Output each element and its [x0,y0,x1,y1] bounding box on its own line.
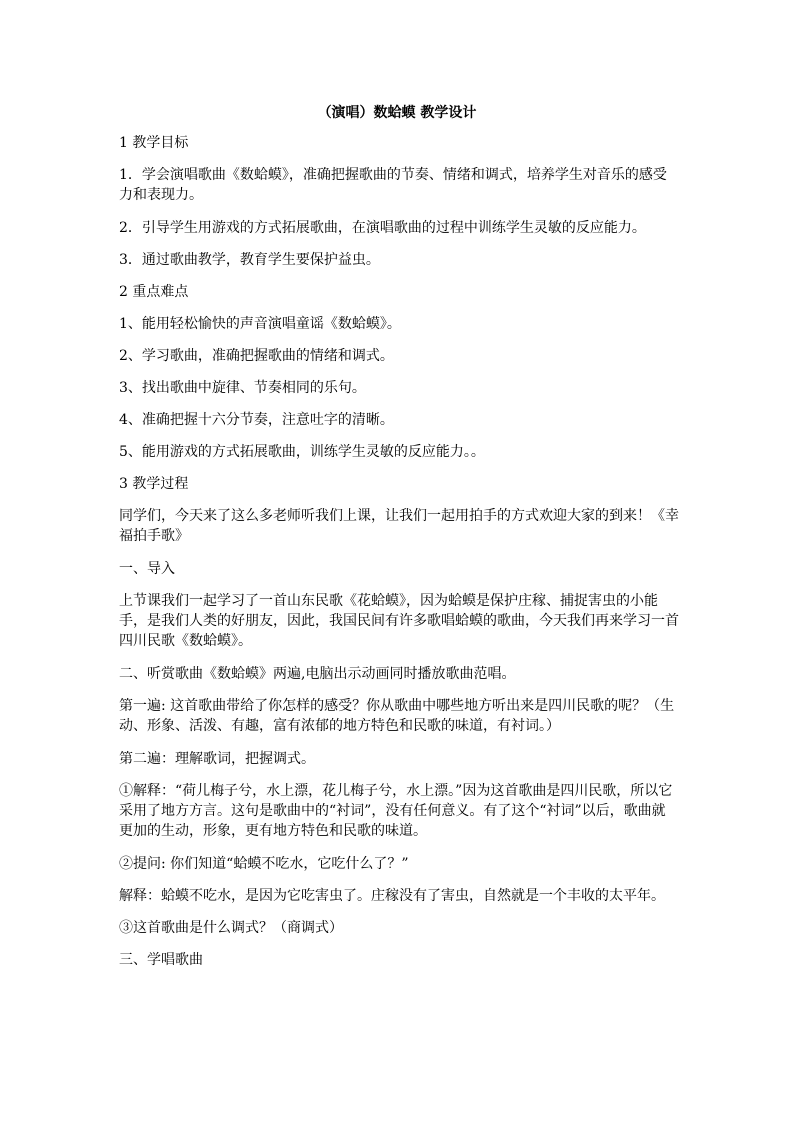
paragraph: 同学们，今天来了这么多老师听我们上课，让我们一起用拍手的方式欢迎大家的到来！《幸福拍手歌》 [119,508,679,544]
section-heading: 2 重点难点 [119,284,189,300]
paragraph: 第一遍: 这首歌曲带给了你怎样的感受？你从歌曲中哪些地方听出来是四川民歌的呢？（生动、形象、活泼、有趣，富有浓郁的地方特色和民歌的味道，有衬词。） [119,698,675,734]
paragraph: 3、找出歌曲中旋律、节奏相同的乐句。 [119,380,366,396]
page-title: （演唱）数蛤蟆 教学设计 [317,105,477,121]
paragraph: ①解释：“荷儿梅子兮，水上漂，花儿梅子兮，水上漂。”因为这首歌曲是四川民歌，所以它采用了地方方言。这句是歌曲中的“衬词”，没有任何意义。有了这个“衬词”以后，歌曲就更加的生动，形象，更有地方特色和民歌的味道。 [119,783,673,839]
paragraph: 解释：蛤蟆不吃水，是因为它吃害虫了。庄稼没有了害虫，自然就是一个丰收的太平年。 [119,888,665,904]
paragraph: 1、能用轻松愉快的声音演唱童谣《数蛤蟆》。 [119,316,401,332]
paragraph: 3．通过歌曲教学，教育学生要保护益虫。 [119,252,380,268]
paragraph: ②提问: 你们知道“蛤蟆不吃水，它吃什么了？” [119,856,409,872]
paragraph: 2、学习歌曲，准确把握歌曲的情绪和调式。 [119,348,394,364]
paragraph: 5、能用游戏的方式拓展歌曲，训练学生灵敏的反应能力。。 [119,444,485,460]
subsection-heading: 二、听赏歌曲《数蛤蟆》两遍,电脑出示动画同时播放歌曲范唱。 [119,666,516,682]
document-body [119,133,679,982]
subsection-heading: 一、导入 [119,561,175,577]
paragraph: 1．学会演唱歌曲《数蛤蟆》，准确把握歌曲的节奏、情绪和调式，培养学生对音乐的感受力和表现力。 [119,167,667,203]
paragraph: 第二遍：理解歌词，把握调式。 [119,751,315,767]
section-heading: 3 教学过程 [119,476,189,492]
paragraph: 4、准确把握十六分节奏，注意吐字的清晰。 [119,412,394,428]
subsection-heading: 三、学唱歌曲 [119,952,203,968]
paragraph: 上节课我们一起学习了一首山东民歌《花蛤蟆》，因为蛤蟆是保护庄稼、捕捉害虫的小能手，是我们人类的好朋友，因此，我国民间有许多歌唱蛤蟆的歌曲，今天我们再来学习一首四川民歌《数蛤蟆》。 [119,593,679,649]
paragraph: ③这首歌曲是什么调式？（商调式） [119,920,343,936]
section-heading: 1 教学目标 [119,135,189,151]
paragraph: 2．引导学生用游戏的方式拓展歌曲，在演唱歌曲的过程中训练学生灵敏的反应能力。 [119,220,646,236]
